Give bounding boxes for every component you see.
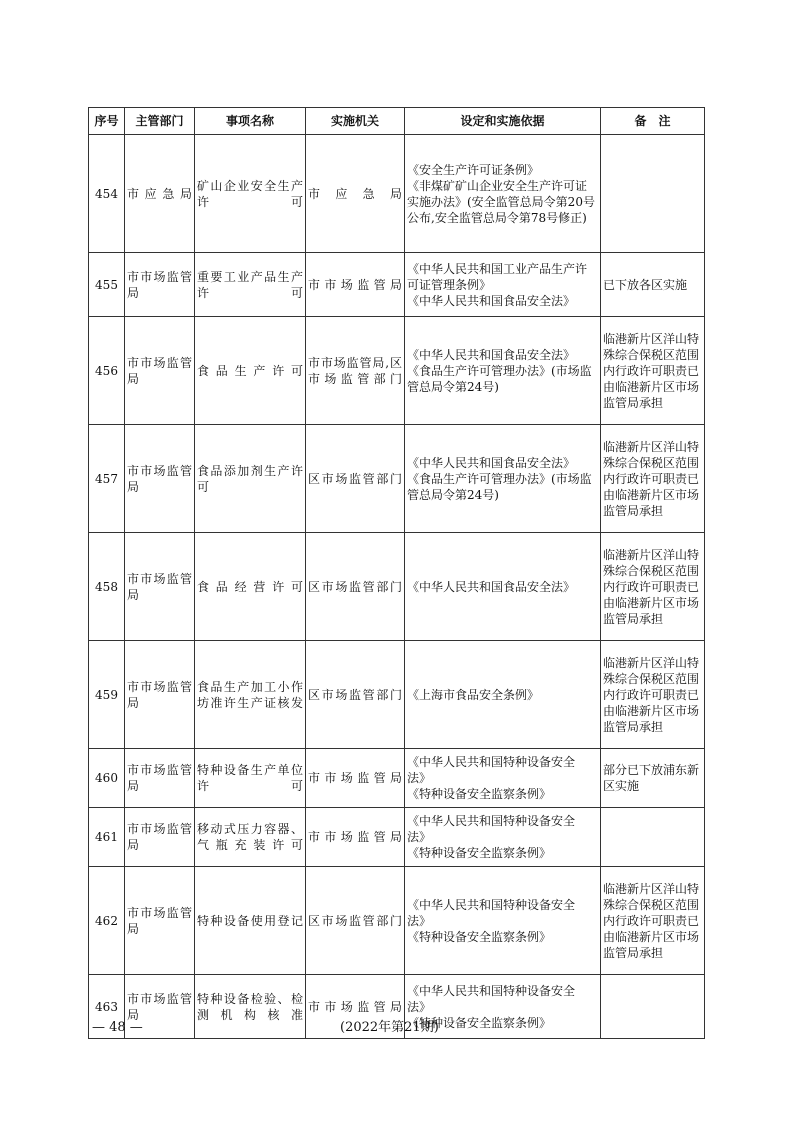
cell-item-name: 食品经营许可: [195, 533, 306, 641]
cell-item-name: 重要工业产品生产许可: [195, 253, 306, 317]
header-department: 主管部门: [125, 108, 195, 135]
cell-item-name: 矿山企业安全生产许可: [195, 135, 306, 253]
cell-remarks: 部分已下放浦东新区实施: [601, 749, 705, 808]
cell-department: 市市场监管局: [125, 253, 195, 317]
cell-serial-no: 460: [89, 749, 125, 808]
cell-remarks: 临港新片区洋山特殊综合保税区范围内行政许可职责已由临港新片区市场监管局承担: [601, 533, 705, 641]
cell-item-name: 食品生产加工小作坊准许生产证核发: [195, 641, 306, 749]
cell-item-name: 特种设备使用登记: [195, 867, 306, 975]
header-remarks: 备 注: [601, 108, 705, 135]
cell-legal-basis: 《中华人民共和国食品安全法》: [405, 533, 601, 641]
cell-serial-no: 461: [89, 808, 125, 867]
cell-remarks: 临港新片区洋山特殊综合保税区范围内行政许可职责已由临港新片区市场监管局承担: [601, 317, 705, 425]
cell-remarks: 临港新片区洋山特殊综合保税区范围内行政许可职责已由临港新片区市场监管局承担: [601, 425, 705, 533]
issue-label: (2022年第21期): [340, 1020, 439, 1035]
cell-serial-no: 459: [89, 641, 125, 749]
header-agency: 实施机关: [306, 108, 405, 135]
cell-department: 市市场监管局: [125, 867, 195, 975]
table-row: [89, 867, 705, 975]
cell-item-name: 食品添加剂生产许可: [195, 425, 306, 533]
table-row: [89, 641, 705, 749]
table-row: [89, 749, 705, 808]
cell-serial-no: 456: [89, 317, 125, 425]
cell-department: 市市场监管局: [125, 317, 195, 425]
cell-legal-basis: 《上海市食品安全条例》: [405, 641, 601, 749]
page-number: — 48 —: [92, 1020, 143, 1035]
cell-agency: 市市场监管局: [306, 253, 405, 317]
cell-legal-basis: 《中华人民共和国特种设备安全法》 《特种设备安全监察条例》: [405, 808, 601, 867]
cell-legal-basis: 《安全生产许可证条例》 《非煤矿矿山企业安全生产许可证实施办法》(安全监管总局令第20号公布,安全监管总局令第78号修正): [405, 135, 601, 253]
cell-serial-no: 454: [89, 135, 125, 253]
table-row: [89, 533, 705, 641]
cell-item-name: 移动式压力容器、气瓶充装许可: [195, 808, 306, 867]
cell-legal-basis: 《中华人民共和国特种设备安全法》 《特种设备安全监察条例》: [405, 749, 601, 808]
cell-item-name: 特种设备检验、检测机构核准: [195, 975, 306, 1039]
cell-agency: 市市场监管局: [306, 749, 405, 808]
cell-agency: 区市场监管部门: [306, 867, 405, 975]
cell-legal-basis: 《中华人民共和国食品安全法》 《食品生产许可管理办法》(市场监管总局令第24号): [405, 317, 601, 425]
cell-legal-basis: 《中华人民共和国食品安全法》 《食品生产许可管理办法》(市场监管总局令第24号): [405, 425, 601, 533]
table-row: [89, 253, 705, 317]
table-row: [89, 808, 705, 867]
cell-agency: 区市场监管部门: [306, 425, 405, 533]
cell-item-name: 食品生产许可: [195, 317, 306, 425]
cell-remarks: 已下放各区实施: [601, 253, 705, 317]
cell-legal-basis: 《中华人民共和国特种设备安全法》 《特种设备安全监察条例》: [405, 867, 601, 975]
cell-department: 市市场监管局: [125, 749, 195, 808]
cell-legal-basis: 《中华人民共和国特种设备安全法》 《特种设备安全监察条例》: [405, 975, 601, 1039]
cell-remarks: [601, 135, 705, 253]
header-item-name: 事项名称: [195, 108, 306, 135]
cell-department: 市市场监管局: [125, 533, 195, 641]
cell-department: 市应急局: [125, 135, 195, 253]
cell-department: 市市场监管局: [125, 975, 195, 1039]
cell-legal-basis: 《中华人民共和国工业产品生产许可证管理条例》 《中华人民共和国食品安全法》: [405, 253, 601, 317]
cell-remarks: 临港新片区洋山特殊综合保税区范围内行政许可职责已由临港新片区市场监管局承担: [601, 867, 705, 975]
table-row: [89, 425, 705, 533]
table-row: [89, 135, 705, 253]
cell-agency: 市市场监管局: [306, 808, 405, 867]
cell-serial-no: 458: [89, 533, 125, 641]
table-row: [89, 317, 705, 425]
cell-agency: 区市场监管部门: [306, 533, 405, 641]
cell-serial-no: 462: [89, 867, 125, 975]
cell-agency: 市市场监管局: [306, 975, 405, 1039]
cell-department: 市市场监管局: [125, 808, 195, 867]
cell-item-name: 特种设备生产单位许可: [195, 749, 306, 808]
cell-serial-no: 457: [89, 425, 125, 533]
cell-agency: 市应急局: [306, 135, 405, 253]
cell-remarks: [601, 808, 705, 867]
header-legal-basis: 设定和实施依据: [405, 108, 601, 135]
table-header-row: [89, 108, 705, 135]
cell-remarks: 临港新片区洋山特殊综合保税区范围内行政许可职责已由临港新片区市场监管局承担: [601, 641, 705, 749]
cell-remarks: [601, 975, 705, 1039]
header-serial-no: 序号: [89, 108, 125, 135]
table-body: [89, 135, 705, 1039]
cell-serial-no: 455: [89, 253, 125, 317]
cell-serial-no: 463: [89, 975, 125, 1039]
cell-agency: 市市场监管局,区市场监管部门: [306, 317, 405, 425]
cell-department: 市市场监管局: [125, 641, 195, 749]
regulation-table: [88, 107, 705, 1039]
cell-department: 市市场监管局: [125, 425, 195, 533]
cell-agency: 区市场监管部门: [306, 641, 405, 749]
